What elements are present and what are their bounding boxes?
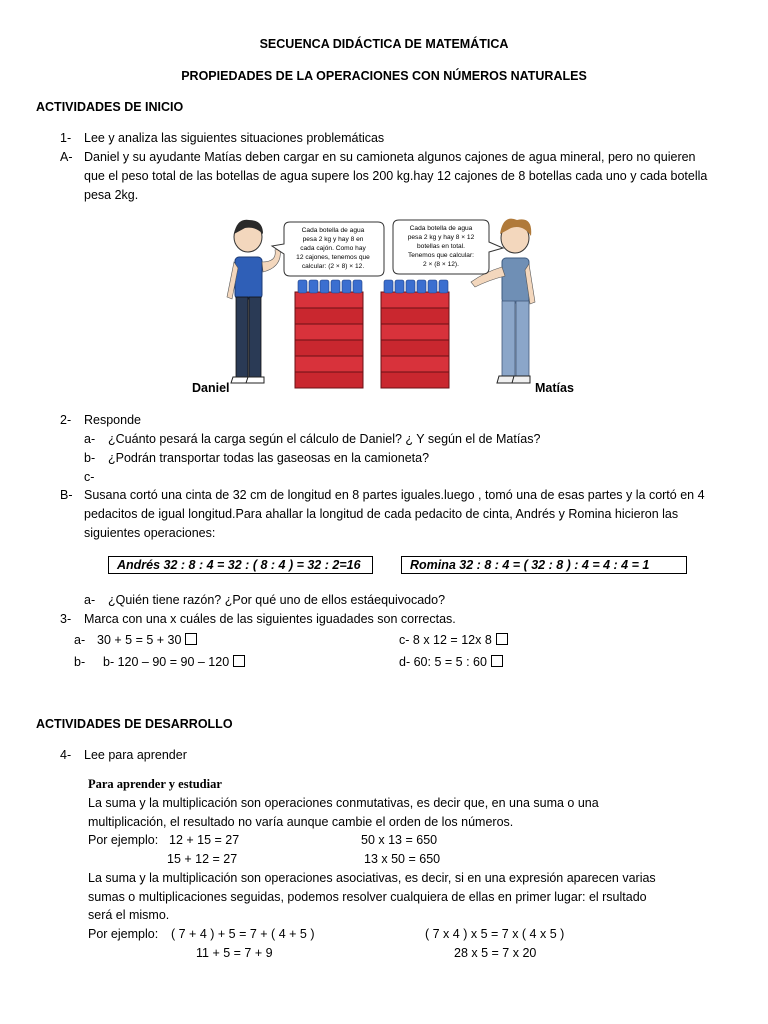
daniel-figure xyxy=(227,220,280,383)
bubble-line: pesa 2 kg y hay 8 × 12 xyxy=(407,234,475,241)
example-expression: 15 + 12 = 27 xyxy=(167,852,238,866)
sub-item-text: ¿Quién tiene razón? ¿Por qué uno de ellos estáequivocado? xyxy=(108,593,446,607)
example-label: Por ejemplo: xyxy=(88,927,159,941)
bubble-line: pesa 2 kg y hay 8 en xyxy=(302,236,364,243)
item-number: 1- xyxy=(60,131,72,145)
paragraph-line: será el mismo. xyxy=(88,908,170,922)
paragraph-line: pesa 2kg. xyxy=(84,188,139,202)
section-heading-inicio: ACTIVIDADES DE INICIO xyxy=(36,100,184,114)
bubble-line: Cada botella de agua xyxy=(409,225,473,232)
paragraph-line: multiplicación, el resultado no varía aunque cambie el orden de los números. xyxy=(88,815,514,829)
bubble-line: 12 cajones, tenemos que xyxy=(296,254,370,261)
option-d xyxy=(399,655,503,669)
option-b xyxy=(103,655,245,669)
bubble-line: botellas en total. xyxy=(416,243,466,250)
sub-item-text: ¿Cuánto pesará la carga según el cálculo de Daniel? ¿ Y según el de Matías? xyxy=(108,432,541,446)
bubble-line: Cada botella de agua xyxy=(301,227,365,234)
option-label: a- xyxy=(74,633,86,647)
example-expression: 13 x 50 = 650 xyxy=(364,852,441,866)
document-subtitle: PROPIEDADES DE LA OPERACIONES CON NÚMEROS NATURALES xyxy=(181,69,587,83)
crate-stack-right xyxy=(381,280,449,388)
option-label: c- xyxy=(399,633,410,647)
bubble-line: 2 × (8 × 12). xyxy=(423,261,459,268)
option-text: 30 + 5 = 5 + 30 xyxy=(97,633,182,647)
paragraph-line: La suma y la multiplicación son operaciones conmutativas, es decir que, en una suma o una xyxy=(88,796,599,810)
item-number: B- xyxy=(60,488,73,502)
speech-bubble-left xyxy=(272,222,384,276)
label-daniel: Daniel xyxy=(192,381,230,395)
sub-item-number: a- xyxy=(84,593,96,607)
option-label: b- xyxy=(74,655,86,669)
document-title: SECUENCA DIDÁCTICA DE MATEMÁTICA xyxy=(259,37,509,51)
example-expression: 28 x 5 = 7 x 20 xyxy=(454,946,537,960)
label-matias: Matías xyxy=(535,381,574,395)
crate-stack-left xyxy=(295,280,363,388)
study-heading: Para aprender y estudiar xyxy=(88,777,222,791)
item-text: Lee para aprender xyxy=(84,748,187,762)
example-expression: 50 x 13 = 650 xyxy=(361,833,438,847)
sub-item-number: c- xyxy=(84,470,95,484)
item-text: Lee y analiza las siguientes situaciones problemáticas xyxy=(84,131,385,145)
bubble-line: calcular: (2 × 8) × 12. xyxy=(301,263,365,270)
option-c xyxy=(399,633,508,647)
item-text: Responde xyxy=(84,413,141,427)
option-text: 60: 5 = 5 : 60 xyxy=(413,655,487,669)
paragraph-line: Susana cortó una cinta de 32 cm de longitud en 8 partes iguales.luego , tomó una de esas partes y la cortó en 4 xyxy=(84,488,705,502)
checkbox[interactable] xyxy=(491,655,503,667)
paragraph-line: que el peso total de las botellas de agua supere los 200 kg.hay 12 cajones de 8 botellas cada uno y cada botella xyxy=(84,169,708,183)
romina-operation-box: Romina 32 : 8 : 4 = ( 32 : 8 ) : 4 = 4 : 4 = 1 xyxy=(401,556,687,574)
paragraph-line: Daniel y su ayudante Matías deben cargar en su camioneta algunos cajones de agua mineral, pero no quieren xyxy=(84,150,696,164)
paragraph-line: La suma y la multiplicación son operaciones asociativas, es decir, si en una expresión aparecen varias xyxy=(88,871,656,885)
item-text: Marca con una x cuáles de las siguientes iguadades son correctas. xyxy=(84,612,456,626)
paragraph-line: siguientes operaciones: xyxy=(84,526,216,540)
andres-operation-box: Andrés 32 : 8 : 4 = 32 : ( 8 : 4 ) = 32 : 2=16 xyxy=(108,556,373,574)
example-expression: ( 7 x 4 ) x 5 = 7 x ( 4 x 5 ) xyxy=(425,927,565,941)
checkbox[interactable] xyxy=(233,655,245,667)
checkbox[interactable] xyxy=(185,633,197,645)
item-number: 2- xyxy=(60,413,72,427)
paragraph-line: sumas o multiplicaciones seguidas, podemos resolver cualquiera de ellas en primer lugar: el rsultado xyxy=(88,890,647,904)
example-expression: ( 7 + 4 ) + 5 = 7 + ( 4 + 5 ) xyxy=(171,927,315,941)
example-expression: 12 + 15 = 27 xyxy=(169,833,240,847)
item-number: 3- xyxy=(60,612,72,626)
example-label: Por ejemplo: xyxy=(88,833,159,847)
sub-item-number: a- xyxy=(84,432,96,446)
section-heading-desarrollo: ACTIVIDADES DE DESARROLLO xyxy=(36,717,233,731)
speech-bubble-right xyxy=(393,220,503,274)
item-number: 4- xyxy=(60,748,72,762)
option-a xyxy=(97,633,197,647)
sub-item-text: ¿Podrán transportar todas las gaseosas en la camioneta? xyxy=(108,451,430,465)
item-number: A- xyxy=(60,150,73,164)
sub-item-number: b- xyxy=(84,451,96,465)
illustration xyxy=(185,212,585,400)
example-expression: 11 + 5 = 7 + 9 xyxy=(196,946,273,960)
bubble-line: Tenemos que calcular: xyxy=(408,252,474,259)
checkbox[interactable] xyxy=(496,633,508,645)
option-label: d- xyxy=(399,655,411,669)
option-text: b- 120 – 90 = 90 – 120 xyxy=(103,655,230,669)
paragraph-line: pedacitos de igual longitud.Para ahallar la longitud de cada pedacito de cinta, Andrés y Romina hicieron las xyxy=(84,507,679,521)
bubble-line: cada cajón. Como hay xyxy=(300,245,366,252)
option-text: 8 x 12 = 12x 8 xyxy=(412,633,492,647)
